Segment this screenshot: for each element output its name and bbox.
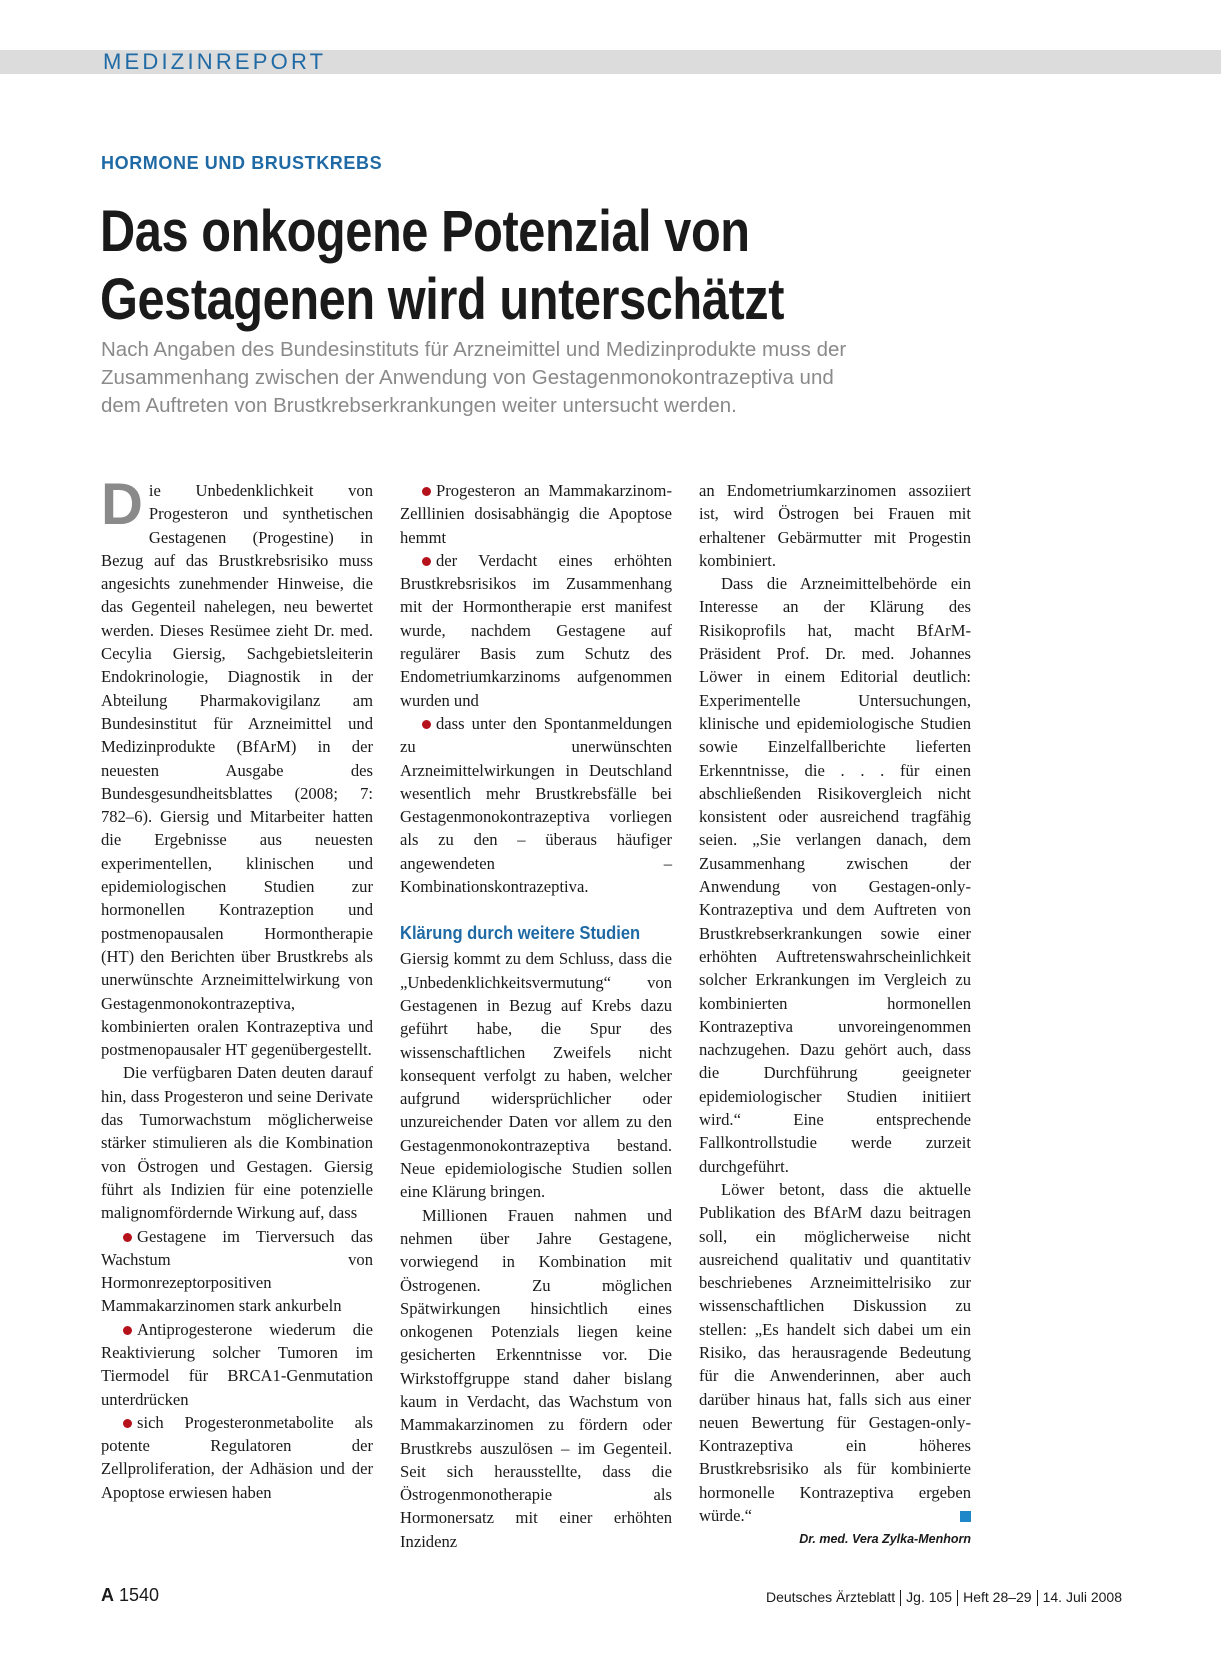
journal-name: Deutsches Ärzteblatt [765,1589,896,1605]
paragraph: an Endometriumkarzinomen assoziiert ist, wird Östrogen bei Frauen mit erhaltener Gebärmutter mit Progestin kombiniert. [699,481,971,570]
divider [1037,1590,1038,1606]
bullet-dot-icon [123,1419,132,1428]
paragraph [101,472,373,1061]
section-subheading: Klärung durch weitere Studien [400,923,641,944]
drop-cap: D [101,472,143,537]
page-prefix: A [101,1585,114,1605]
lead-line-2: Zusammenhang zwischen der Anwendung von Gestagenmonokontrazeptiva und [101,366,834,389]
bullet-text: Antiprogesterone wiederum die Reaktivierung solcher Tumoren im Tiermodel für BRCA1-Genmutation unterdrücken [101,1319,373,1409]
divider [900,1590,901,1606]
section-label: MEDIZINREPORT [103,49,327,74]
article-column-2 [400,479,672,1553]
paragraph-text: Löwer betont, dass die aktuelle Publikation des BfArM dazu beitragen soll, ein möglicherweise nicht ausreichend qualitativ und quantitativ beschriebenes Arzneimittelrisiko zur wissenschaftlichen Diskussion zu stellen: „Es handelt sich dabei um ein Risiko, das herausragende Bedeutung für die Anwenderinnen, aber auch darüber hinaus hat, falls sich aus einer neuen Bewertung für Gestagen-only-Kontrazeptiva ein höheres Brustkrebsrisiko als für kombinierte hormonelle Kontrazeptiva ergeben würde.“ [699,1179,971,1526]
headline-line-2: Gestagenen wird unterschätzt [100,267,785,332]
page-number-value: 1540 [119,1585,160,1605]
article-column-1 [101,472,373,1504]
headline-line-1: Das onkogene Potenzial von [100,199,750,264]
journal-footer [766,1589,1122,1606]
bullet-item [101,1225,373,1318]
article-column-3 [699,479,971,1549]
author-byline: Dr. med. Vera Zylka-Menhorn [799,1532,971,1547]
bullet-text: Gestagene im Tierversuch das Wachstum von Hormonrezeptorpositiven Mammakarzinomen stark ankurbeln [101,1226,373,1316]
paragraph [699,1178,971,1527]
paragraph-text: ie Unbedenklichkeit von Progesteron und synthetischen Gestagenen (Progestine) in Bezug auf das Brustkrebsrisiko muss angesichts zunehmender Hinweise, die das Gegenteil nahelegen, neu bewertet werden. Dieses Resümee zieht Dr. med. Cecylia Giersig, Sachgebietsleiterin Endokrinologie, Diagnostik in der Abteilung Pharmakovigilanz am Bundesinstitut für Arzneimittel und Medizinprodukte (BfArM) in der neuesten Ausgabe des Bundesgesundheitsblattes (2008; 7: 782–6). Giersig und Mitarbeiter hatten die Ergebnisse aus neuesten experimentellen, klinischen und epidemiologischen Studien zur hormonellen Kontrazeption und postmenopausalen Hormontherapie (HT) den Berichten über Brustkrebs als unerwünschte Arzneimittelwirkung von Gestagenmonokontrazeptiva, kombinierten oralen Kontrazeptiva und postmenopausaler HT gegenübergestellt. [101,481,373,1060]
bullet-item [400,479,672,549]
article-headline [100,198,940,334]
bullet-dot-icon [123,1233,132,1242]
divider [957,1590,958,1606]
article-kicker: HORMONE UND BRUSTKREBS [101,153,383,173]
article-lead [101,336,1001,420]
bullet-text: dass unter den Spontanmeldungen zu unerwünschten Arzneimittelwirkungen in Deutschland wesentlich mehr Brustkrebsfälle bei Gestagenmonokontrazeptiva vorliegen als zu den – überaus häufiger angewendeten – Kombinationskontrazeptiva. [400,713,672,897]
end-of-article-icon [960,1511,971,1522]
paragraph: Giersig kommt zu dem Schluss, dass die „Unbedenklichkeitsvermutung“ von Gestagenen in Bezug auf Krebs dazu geführt habe, die Spur des wissenschaftlichen Zweifels nicht konsequent verfolgt zu haben, welcher aufgrund widersprüchlicher oder unzureichender Daten vor allem zu den Gestagenmonokontrazeptiva bestand. Neue epidemiologische Studien sollen eine Klärung bringen. [400,949,672,1202]
lead-line-1: Nach Angaben des Bundesinstituts für Arzneimittel und Medizinprodukte muss der [101,338,847,361]
paragraph: Dass die Arzneimittelbehörde ein Interesse an der Klärung des Risikoprofils hat, macht BfArM-Präsident Prof. Dr. med. Johannes Löwer in einem Editorial deutlich: Experimentelle Untersuchungen, klinische und epidemiologische Studien sowie Einzelfallberichte lieferten Erkenntnisse, die . . . für einen abschließenden Risikovergleich nicht konsistent oder ausreichend tragfähig seien. „Sie verlangen danach, dem Zusammenhang zwischen der Anwendung von Gestagen-only-Kontrazeptiva und dem Auftreten von Brustkrebserkrankungen sowie einer erhöhten Auftretenswahrscheinlichkeit solcher Erkrankungen im Vergleich zu kombinierten hormonellen Kontrazeptiva unvoreingenommen nachzugehen. Dazu gehört auch, dass die Durchführung geeigneter epidemiologischer Studien initiiert wird.“ Eine entsprechende Fallkontrollstudie werde zurzeit durchgeführt. [699,574,971,1176]
journal-volume: Jg. 105 [906,1589,953,1605]
lead-line-3: dem Auftreten von Brustkrebserkrankungen weiter untersucht werden. [101,394,737,417]
page-number [101,1585,159,1606]
bullet-text: der Verdacht eines erhöhten Brustkrebsrisikos im Zusammenhang mit der Hormontherapie erst manifest wurde, nachdem Gestagene auf regulärer Basis zum Schutz des Endometriumkarzinoms aufgenommen wurden und [400,550,672,710]
bullet-text: Progesteron an Mammakarzinom-Zelllinien dosisabhängig die Apoptose hemmt [400,481,672,547]
bullet-item [101,1318,373,1411]
bullet-item [400,712,672,898]
bullet-item [101,1411,373,1504]
bullet-dot-icon [123,1326,132,1335]
paragraph: Millionen Frauen nahmen und nehmen über Jahre Gestagene, vorwiegend in Kombination mit Östrogenen. Zu möglichen Spätwirkungen hinsichtlich eines onkogenen Potenzials liegen keine gesicherten Erkenntnisse vor. Die Wirkstoffgruppe stand daher bislang kaum in Verdacht, das Wachstum von Mammakarzinomen zu fördern oder Brustkrebs auszulösen – im Gegenteil. Seit sich herausstellte, dass die Östrogenmonotherapie als Hormonersatz mit einer erhöhten Inzidenz [400,1205,672,1551]
bullet-dot-icon [422,557,431,566]
bullet-text: sich Progesteronmetabolite als potente Regulatoren der Zellproliferation, der Adhäsion und der Apoptose erwiesen haben [101,1412,373,1502]
bullet-dot-icon [422,720,431,729]
bullet-dot-icon [422,487,431,496]
bullet-item [400,549,672,712]
journal-date: 14. Juli 2008 [1042,1589,1122,1605]
journal-issue: Heft 28–29 [963,1589,1032,1605]
paragraph: Die verfügbaren Daten deuten darauf hin, dass Progesteron und seine Derivate das Tumorwachstum möglicherweise stärker stimulieren als die Kombination von Östrogen und Gestagen. Giersig führt als Indizien für eine potenzielle malignomfördernde Wirkung auf, dass [101,1063,373,1223]
